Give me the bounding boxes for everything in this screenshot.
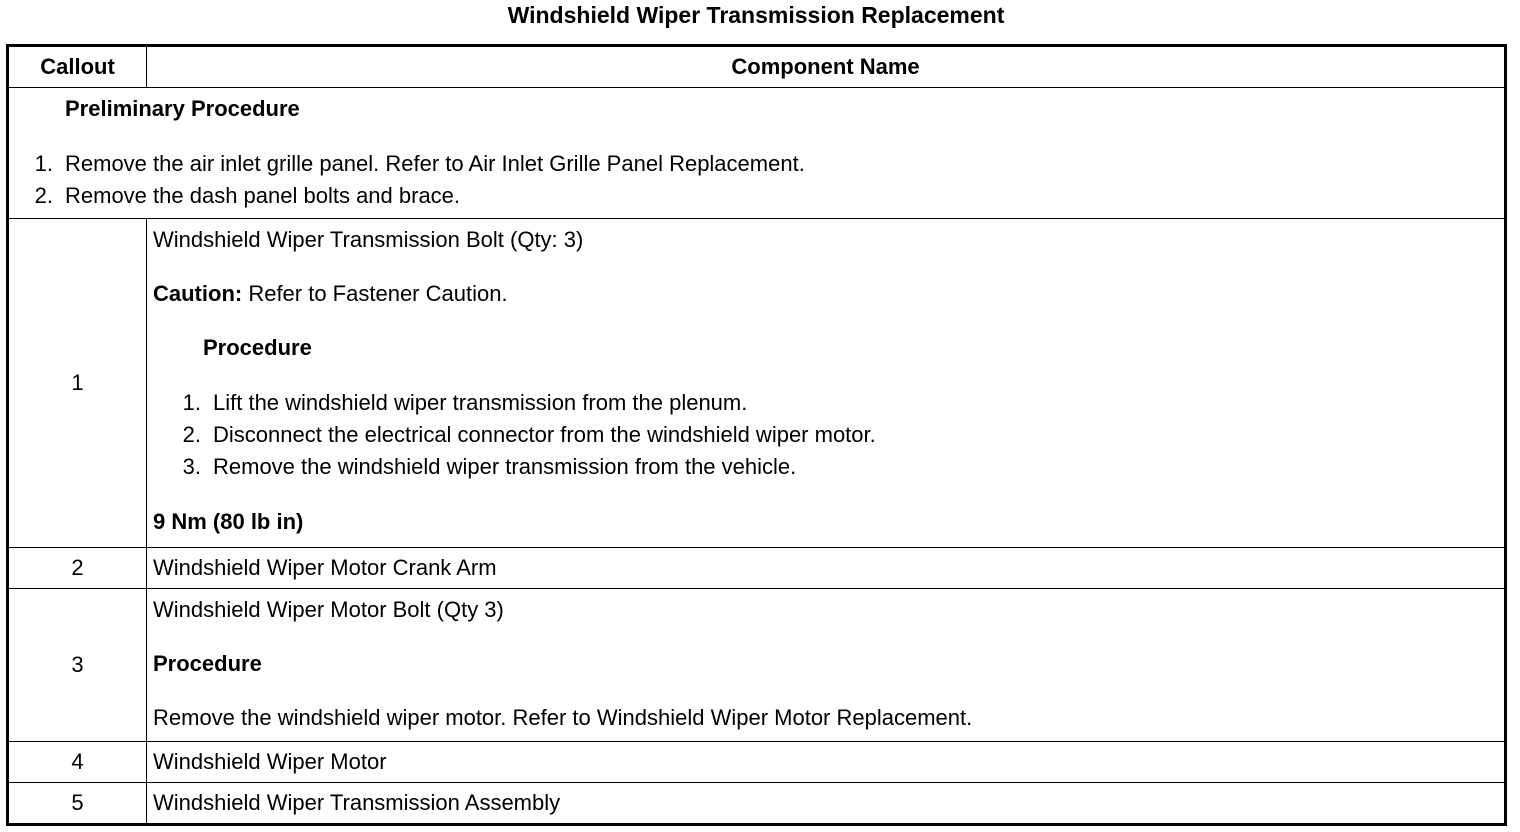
list-item xyxy=(165,419,1498,451)
torque-spec: 9 Nm (80 lb in) xyxy=(153,509,304,534)
callout-cell: 5 xyxy=(8,783,147,825)
table-row xyxy=(8,742,1506,783)
component-cell xyxy=(147,589,1506,742)
step-number: 1. xyxy=(182,390,201,415)
callout-cell: 1 xyxy=(8,219,147,548)
callout-cell: 4 xyxy=(8,742,147,783)
table-row xyxy=(8,548,1506,589)
procedure-title: Procedure xyxy=(203,335,312,360)
preliminary-cell xyxy=(8,88,1506,219)
component-name: Windshield Wiper Motor Crank Arm xyxy=(147,548,1506,589)
component-name: Windshield Wiper Transmission Assembly xyxy=(147,783,1506,825)
callout-header: Callout xyxy=(8,46,147,88)
document-title: Windshield Wiper Transmission Replacement xyxy=(507,2,1005,28)
preliminary-row xyxy=(8,88,1506,219)
caution-label: Caution: xyxy=(153,281,243,306)
procedure-title: Procedure xyxy=(153,651,262,676)
list-item xyxy=(9,180,1504,212)
procedure-steps xyxy=(165,387,1498,483)
step-number: 2. xyxy=(34,183,53,208)
preliminary-title: Preliminary Procedure xyxy=(65,96,300,121)
header-row xyxy=(8,46,1506,88)
step-text: Remove the air inlet grille panel. Refer to Air Inlet Grille Panel Replacement. xyxy=(65,151,805,176)
component-name-header: Component Name xyxy=(147,46,1506,88)
step-number: 3. xyxy=(182,454,201,479)
caution-note xyxy=(153,279,1498,309)
step-text: Remove the windshield wiper transmission from the vehicle. xyxy=(213,454,797,479)
component-table xyxy=(6,44,1507,826)
component-name: Windshield Wiper Motor Bolt (Qty 3) xyxy=(153,597,504,622)
table-row xyxy=(8,589,1506,742)
caution-text: Refer to Fastener Caution. xyxy=(242,281,508,306)
step-number: 2. xyxy=(182,422,201,447)
list-item xyxy=(165,451,1498,483)
callout-cell: 2 xyxy=(8,548,147,589)
step-text: Disconnect the electrical connector from the windshield wiper motor. xyxy=(213,422,876,447)
component-name: Windshield Wiper Transmission Bolt (Qty: 3) xyxy=(153,227,584,252)
preliminary-steps xyxy=(9,148,1504,212)
component-cell xyxy=(147,219,1506,548)
list-item xyxy=(165,387,1498,419)
table-row xyxy=(8,219,1506,548)
callout-cell: 3 xyxy=(8,589,147,742)
list-item xyxy=(9,148,1504,180)
table-row xyxy=(8,783,1506,825)
procedure-text: Remove the windshield wiper motor. Refer to Windshield Wiper Motor Replacement. xyxy=(153,705,973,730)
component-name: Windshield Wiper Motor xyxy=(147,742,1506,783)
step-text: Remove the dash panel bolts and brace. xyxy=(65,183,461,208)
step-text: Lift the windshield wiper transmission from the plenum. xyxy=(213,390,748,415)
step-number: 1. xyxy=(34,151,53,176)
